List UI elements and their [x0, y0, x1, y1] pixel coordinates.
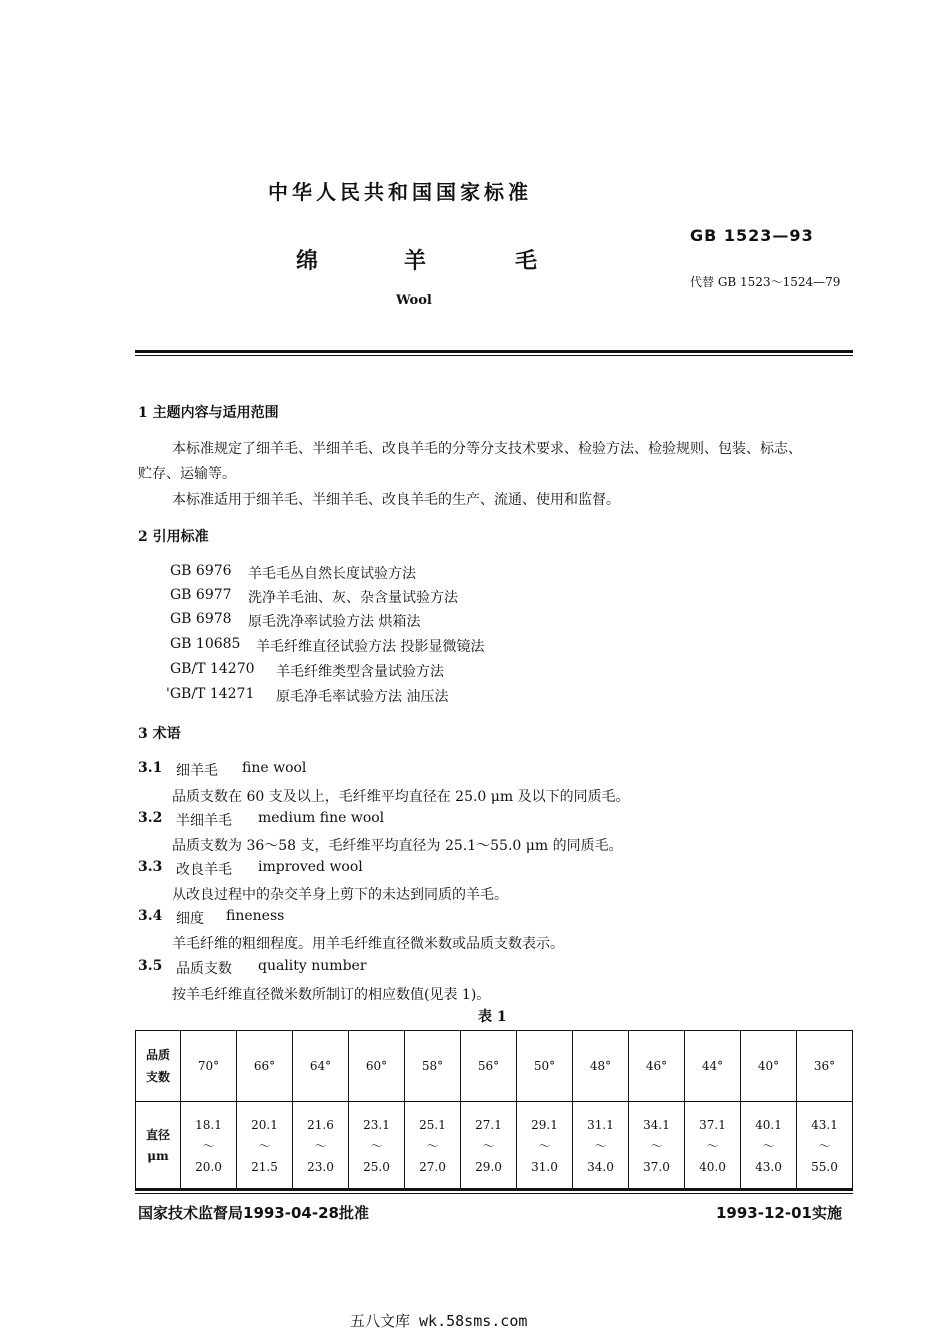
- count-cell: 60°: [349, 1031, 405, 1102]
- diameter-cell: [293, 1102, 349, 1191]
- term-3-5-zh: 品质支数: [176, 961, 232, 977]
- diameter-min: 40.1: [755, 1117, 782, 1132]
- term-3-3-en: improved wool: [258, 859, 363, 875]
- diameter-cell: [405, 1102, 461, 1191]
- diameter-min: 21.6: [307, 1117, 334, 1132]
- term-3-4-en: fineness: [226, 908, 285, 924]
- count-cell: 56°: [461, 1031, 517, 1102]
- diameter-max: 40.0: [699, 1159, 726, 1174]
- diameter-cell: [629, 1102, 685, 1191]
- title-char-2: 羊: [404, 248, 427, 274]
- diameter-max: 27.0: [419, 1159, 446, 1174]
- count-cell: 58°: [405, 1031, 461, 1102]
- count-cell: 48°: [573, 1031, 629, 1102]
- diameter-min: 18.1: [195, 1117, 222, 1132]
- range-tilde: ～: [538, 1138, 551, 1153]
- term-3-1-zh: 细羊毛: [176, 763, 218, 779]
- range-tilde: ～: [706, 1138, 719, 1153]
- row-header-diameter-line-1: 直径: [145, 1128, 170, 1142]
- title-char-3: 毛: [515, 248, 538, 274]
- section-1-para-1-line-2: 贮存、运输等。: [138, 466, 236, 482]
- term-3-3-definition: 从改良过程中的杂交羊身上剪下的未达到同质的羊毛。: [172, 887, 508, 903]
- diameter-min: 31.1: [587, 1117, 614, 1132]
- ref-title-1: 羊毛毛丛自然长度试验方法: [248, 566, 416, 582]
- section-2-heading: 2 引用标准: [138, 529, 209, 545]
- term-3-1-definition: 品质支数在 60 支及以上，毛纤维平均直径在 25.0 μm 及以下的同质毛。: [172, 789, 630, 805]
- term-3-2-definition: 品质支数为 36～58 支，毛纤维平均直径为 25.1～55.0 μm 的同质毛。: [172, 838, 623, 854]
- header-rule-thin: [135, 355, 853, 356]
- section-3-heading: 3 术语: [138, 726, 181, 742]
- replaces-note: 代替 GB 1523～1524—79: [690, 275, 841, 289]
- header-rule-thick: [135, 350, 853, 353]
- term-3-3-number: 3.3: [138, 859, 163, 875]
- diameter-max: 34.0: [587, 1159, 614, 1174]
- diameter-max: 37.0: [643, 1159, 670, 1174]
- ref-code-4: GB 10685: [170, 636, 241, 652]
- diameter-min: 34.1: [643, 1117, 670, 1132]
- table-row-diameter: [136, 1102, 853, 1191]
- diameter-cell: [685, 1102, 741, 1191]
- diameter-cell: [237, 1102, 293, 1191]
- row-header-counts: [136, 1031, 181, 1102]
- footer-rule-thick: [135, 1188, 853, 1191]
- count-cell: 66°: [237, 1031, 293, 1102]
- effective-date: 1993-12-01实施: [716, 1204, 842, 1222]
- diameter-max: 55.0: [811, 1159, 838, 1174]
- ref-code-1: GB 6976: [170, 563, 232, 579]
- ref-title-2: 洗净羊毛油、灰、杂含量试验方法: [248, 590, 458, 606]
- term-3-2-en: medium fine wool: [258, 810, 385, 826]
- count-cell: 44°: [685, 1031, 741, 1102]
- table-row-counts: [136, 1031, 853, 1102]
- table-1: [135, 1030, 853, 1191]
- ref-title-6: 原毛净毛率试验方法 油压法: [276, 689, 449, 705]
- title-char-1: 绵: [296, 248, 319, 274]
- ref-code-3: GB 6978: [170, 611, 232, 627]
- count-cell: 50°: [517, 1031, 573, 1102]
- row-header-diameter-line-2: μm: [147, 1149, 169, 1163]
- site-watermark[interactable]: 五八文库 wk.58sms.com: [350, 1312, 528, 1330]
- diameter-min: 43.1: [811, 1117, 838, 1132]
- term-3-3-zh: 改良羊毛: [176, 862, 232, 878]
- ref-title-3: 原毛洗净率试验方法 烘箱法: [248, 614, 421, 630]
- diameter-min: 25.1: [419, 1117, 446, 1132]
- diameter-cell: [573, 1102, 629, 1191]
- term-3-5-en: quality number: [258, 958, 367, 974]
- title-english: Wool: [396, 293, 432, 308]
- diameter-max: 23.0: [307, 1159, 334, 1174]
- range-tilde: ～: [258, 1138, 271, 1153]
- diameter-max: 20.0: [195, 1159, 222, 1174]
- diameter-max: 25.0: [363, 1159, 390, 1174]
- range-tilde: ～: [594, 1138, 607, 1153]
- count-cell: 40°: [741, 1031, 797, 1102]
- range-tilde: ～: [482, 1138, 495, 1153]
- diameter-max: 43.0: [755, 1159, 782, 1174]
- row-header-counts-line-2: 支数: [145, 1070, 170, 1084]
- term-3-4-number: 3.4: [138, 908, 163, 924]
- term-3-2-zh: 半细羊毛: [176, 813, 232, 829]
- diameter-min: 29.1: [531, 1117, 558, 1132]
- diameter-max: 21.5: [251, 1159, 278, 1174]
- diameter-cell: [741, 1102, 797, 1191]
- ref-code-2: GB 6977: [170, 587, 232, 603]
- diameter-cell: [517, 1102, 573, 1191]
- term-3-1-number: 3.1: [138, 760, 163, 776]
- footer-rule-thin: [135, 1193, 853, 1194]
- range-tilde: ～: [370, 1138, 383, 1153]
- term-3-1-en: fine wool: [242, 760, 307, 776]
- table-1-caption: 表 1: [478, 1009, 507, 1025]
- row-header-counts-line-1: 品质: [145, 1048, 170, 1062]
- range-tilde: ～: [202, 1138, 215, 1153]
- count-cell: 70°: [181, 1031, 237, 1102]
- count-cell: 46°: [629, 1031, 685, 1102]
- row-header-diameter: [136, 1102, 181, 1191]
- diameter-min: 20.1: [251, 1117, 278, 1132]
- section-1-heading: 1 主题内容与适用范围: [138, 405, 279, 421]
- national-standard-heading: 中华人民共和国国家标准: [268, 180, 532, 204]
- diameter-max: 31.0: [531, 1159, 558, 1174]
- diameter-min: 23.1: [363, 1117, 390, 1132]
- range-tilde: ～: [818, 1138, 831, 1153]
- range-tilde: ～: [314, 1138, 327, 1153]
- term-3-4-definition: 羊毛纤维的粗细程度。用羊毛纤维直径微米数或品质支数表示。: [172, 936, 564, 952]
- range-tilde: ～: [762, 1138, 775, 1153]
- section-1-para-2: 本标准适用于细羊毛、半细羊毛、改良羊毛的生产、流通、使用和监督。: [172, 492, 620, 508]
- diameter-cell: [181, 1102, 237, 1191]
- term-3-2-number: 3.2: [138, 810, 163, 826]
- range-tilde: ～: [426, 1138, 439, 1153]
- ref-title-4: 羊毛纤维直径试验方法 投影显微镜法: [256, 639, 485, 655]
- count-cell: 64°: [293, 1031, 349, 1102]
- section-1-para-1-line-1: 本标准规定了细羊毛、半细羊毛、改良羊毛的分等分支技术要求、检验方法、检验规则、包装、标志、: [172, 441, 802, 457]
- term-3-4-zh: 细度: [176, 911, 204, 927]
- diameter-cell: [461, 1102, 517, 1191]
- term-3-5-number: 3.5: [138, 958, 163, 974]
- diameter-cell: [349, 1102, 405, 1191]
- ref-code-5: GB/T 14270: [170, 661, 255, 677]
- diameter-max: 29.0: [475, 1159, 502, 1174]
- ref-title-5: 羊毛纤维类型含量试验方法: [276, 664, 444, 680]
- diameter-cell: [797, 1102, 853, 1191]
- diameter-min: 27.1: [475, 1117, 502, 1132]
- standard-code: GB 1523—93: [690, 226, 814, 245]
- count-cell: 36°: [797, 1031, 853, 1102]
- diameter-min: 37.1: [699, 1117, 726, 1132]
- term-3-5-definition: 按羊毛纤维直径微米数所制订的相应数值(见表 1)。: [172, 987, 491, 1003]
- approval-note: 国家技术监督局1993-04-28批准: [138, 1204, 369, 1222]
- range-tilde: ～: [650, 1138, 663, 1153]
- ref-code-6: 'GB/T 14271: [166, 686, 255, 702]
